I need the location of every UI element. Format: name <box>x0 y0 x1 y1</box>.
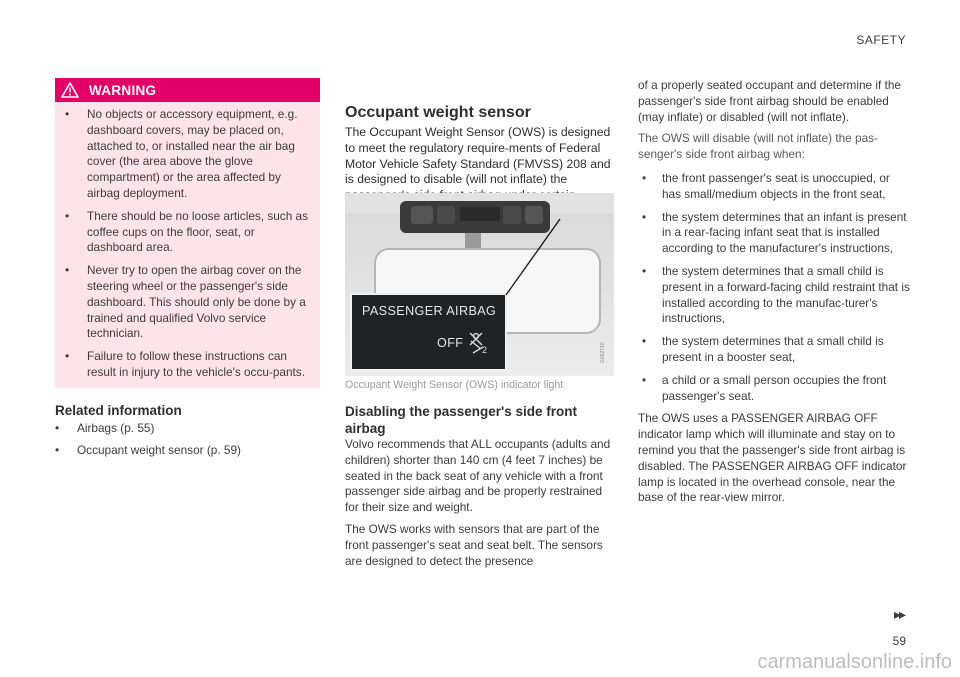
disabling-section <box>345 403 615 575</box>
related-list <box>55 420 320 458</box>
list-item: • the front passenger's seat is unoccupied, or has small/medium objects in the front seat, <box>642 170 890 201</box>
ows-indicator-figure <box>345 193 614 376</box>
list-item: • Never try to open the airbag cover on the steering wheel or the passenger's side dashboard. This should only be done by a trained and qualified Volvo service technician. <box>65 263 306 341</box>
panel-label-off: OFF <box>437 336 464 350</box>
figure-caption: Occupant Weight Sensor (OWS) indicator light <box>345 379 564 391</box>
list-item: • the system determines that an infant is present in a rear-facing infant seat that is installed according to the manufacturer's instructions, <box>642 209 907 256</box>
svg-text:2: 2 <box>482 345 488 355</box>
list-item: • No objects or accessory equipment, e.g. dashboard covers, may be placed on, attached to, or installed near the air bag cover (the area above the glove compartment) or the area affected by airbag deployment. <box>65 107 298 200</box>
related-information <box>55 403 320 464</box>
ows-intro: The Occupant Weight Sensor (OWS) is designed to meet the regulatory require-ments of Federal Motor Vehicle Safety Standard (FMVSS) 208 and is designed to disable (will not inflate) the <box>345 125 611 187</box>
warning-triangle-icon <box>61 82 79 98</box>
list-item: • a child or a small person occupies the front passenger's seat. <box>642 372 887 403</box>
page-title: Occupant weight sensor <box>345 104 531 121</box>
warning-box <box>55 78 320 388</box>
figure-code: G062710 <box>600 342 606 363</box>
warning-title: WARNING <box>89 82 157 98</box>
ows-figure-caption-block <box>345 379 615 391</box>
list-item: • the system determines that a small child is present in a booster seat, <box>642 334 884 364</box>
watermark: carmanualsonline.info <box>757 651 952 673</box>
list-item: • the system determines that a small child is present in a forward-facing child restraint that is installed according to the manufac-turer's instructions, <box>642 263 910 326</box>
col3-para-3: The OWS uses a PASSENGER AIRBAG OFF indicator lamp which will illuminate and stay on to remind you that the passenger's side front airbag is disabled. The PASSENGER AIRBAG OFF indicator lamp is located in the overhead console, near the base of the rear-view mirror. <box>638 411 907 505</box>
list-item: • Failure to follow these instructions can result in injury to the vehicle's occu-pants. <box>65 349 305 379</box>
related-heading: Related information <box>55 403 182 418</box>
conditions-list <box>638 171 910 404</box>
disabling-heading: Disabling the passenger's side front airbag <box>345 404 578 436</box>
col3-para-1: of a properly seated occupant and determine if the passenger's side front airbag should be enabled (may inflate) or disabled (will not inflate). <box>638 78 901 124</box>
list-item: • There should be no loose articles, such as coffee cups on the floor, seat, or dashboard area. <box>65 208 308 255</box>
column-3 <box>638 78 910 512</box>
ows-indicator-illustration <box>345 193 614 376</box>
col3-para-2: The OWS will disable (will not inflate) the pas-senger's side front airbag when: <box>638 131 878 162</box>
disabling-para-1: Volvo recommends that ALL occupants (adults and children) shorter than 140 cm (4 feet 7 inches) be seated in the back seat of any vehicle with a front passenger side airbag and be properly restrained for their size and weight. <box>345 437 611 515</box>
section-label: SAFETY <box>856 33 906 47</box>
continue-arrow-icon: ▸▸ <box>893 606 904 622</box>
warning-list <box>55 102 320 381</box>
page-number: 59 <box>892 634 906 648</box>
related-link-airbags[interactable]: • Airbags (p. 55) <box>55 421 155 435</box>
warning-header <box>55 78 320 102</box>
disabling-para-2: The OWS works with sensors that are part of the front passenger's seat and seat belt. The sensors are designed to detect the presence <box>345 521 603 568</box>
panel-label-passenger-airbag: PASSENGER AIRBAG <box>362 304 497 318</box>
related-link-occupant-weight-sensor[interactable]: • Occupant weight sensor (p. 59) <box>55 443 241 457</box>
